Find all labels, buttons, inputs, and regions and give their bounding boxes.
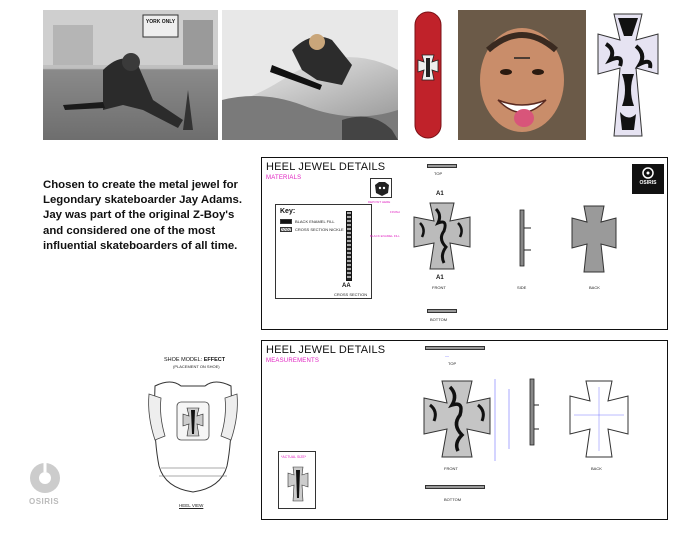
label-top: TOP <box>448 361 457 366</box>
brand-tag-logo-icon <box>632 164 664 180</box>
top-view-bar <box>425 346 485 350</box>
label-front: FRONT <box>444 466 458 471</box>
label-front: FRONT <box>432 285 446 290</box>
swatch-nickel <box>280 227 292 232</box>
cross-front-view <box>412 201 472 271</box>
bottom-view-bar <box>425 485 485 489</box>
label-top: TOP <box>434 171 443 176</box>
panel-subtitle: MEASUREMENTS <box>266 358 320 364</box>
label-side: SIDE <box>517 285 527 290</box>
panel-subtitle: MATERIALS <box>266 175 302 181</box>
section-label: AA <box>342 283 351 289</box>
label-a1-top: A1 <box>436 191 444 197</box>
dimension-height <box>490 379 500 461</box>
description-text: Chosen to create the metal jewel for Legondary skateboarder Jay Adams. Jay was part of the original Z-Boy's and considered one of the most influential skateboarders of all time. <box>43 179 242 252</box>
heel-jewel-materials-panel <box>261 157 668 330</box>
section-caption: CROSS SECTION <box>334 292 368 297</box>
heel-view-label: HEEL VIEW <box>179 503 204 508</box>
street-sign-text: YORK ONLY <box>145 19 176 25</box>
callout-finish: FINISH <box>390 210 400 214</box>
key-box <box>275 204 372 299</box>
callout-enamel: BLACK ENAMEL FILL <box>370 234 400 238</box>
shoe-model-name: EFFECT <box>203 357 226 363</box>
skater-street-illustration <box>43 10 218 140</box>
key-item-label: BLACK ENAMEL FILL <box>295 219 335 224</box>
back-view <box>570 204 618 274</box>
heel-jewel-measurements-panel <box>261 340 668 520</box>
actual-size-label: *ACTUAL SIZE* <box>281 455 307 459</box>
callout-deposit: DEPOSIT HERE <box>368 200 391 204</box>
brand-tag <box>632 164 664 194</box>
key-item-nickel <box>280 227 344 232</box>
label-bottom: BOTTOM <box>444 497 462 502</box>
shoe-model-label <box>164 357 225 363</box>
top-view-bar <box>427 164 457 168</box>
photo-jay-adams-portrait <box>458 10 586 140</box>
photo-skater-street <box>43 10 218 140</box>
mascot-thumbnail <box>370 178 392 198</box>
skateboard-deck-illustration <box>408 10 448 140</box>
actual-size-box <box>278 451 316 509</box>
photo-cross-logo <box>594 10 662 140</box>
photo-skater-pool <box>222 10 398 140</box>
dimension-inner-height <box>504 389 514 449</box>
key-title: Key: <box>280 208 296 215</box>
cross-front-measured <box>422 379 492 459</box>
cross-section-bar <box>346 211 352 281</box>
photo-skateboard-deck <box>408 10 448 140</box>
label-back: BACK <box>589 285 600 290</box>
label-a1-bottom: A1 <box>436 275 444 281</box>
key-item-label: CROSS SECTION NICKLE <box>295 227 344 232</box>
bottom-view-bar <box>427 309 457 313</box>
skater-pool-illustration <box>222 10 398 140</box>
cross-logo-illustration <box>594 10 662 140</box>
side-view <box>524 377 540 447</box>
shoe-model-prefix: SHOE MODEL: <box>164 357 204 363</box>
portrait-illustration <box>458 10 586 140</box>
brand-name: OSIRIS <box>29 497 60 506</box>
label-bottom: BOTTOM <box>430 317 448 322</box>
side-view <box>512 208 532 268</box>
key-item-enamel <box>280 219 335 224</box>
shoe-placement-label: (PLACEMENT ON SHOE) <box>173 364 220 369</box>
back-view-measured <box>568 379 630 459</box>
panel-title: HEEL JEWEL DETAILS <box>266 161 386 173</box>
brand-logo-icon <box>28 461 62 495</box>
swatch-black-enamel <box>280 219 292 224</box>
mascot-icon <box>371 179 393 199</box>
panel-title: HEEL JEWEL DETAILS <box>266 344 386 356</box>
brand-tag-text: OSIRIS <box>639 180 657 186</box>
shoe-heel-drawing <box>145 376 241 496</box>
dimension-top: — <box>445 353 449 358</box>
label-back: BACK <box>591 466 602 471</box>
actual-size-cross <box>287 466 309 502</box>
